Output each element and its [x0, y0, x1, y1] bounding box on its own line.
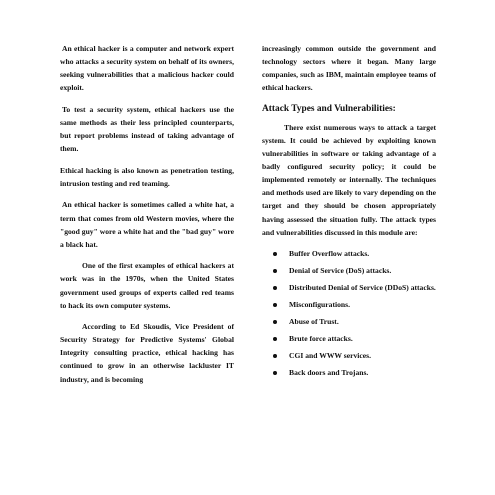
list-item [262, 315, 436, 328]
bullet-icon [273, 252, 277, 256]
bullet-icon [273, 354, 277, 358]
left-column [60, 42, 234, 394]
list-item [262, 349, 436, 362]
paragraph-skoudis-quote: According to Ed Skoudis, Vice President of Security Strategy for Predictive Systems' Global Integrity consulting practice, ethical hacking has continued to grow in an otherwise lackluster IT industry, and is becoming [60, 322, 234, 384]
list-item-text: Buffer Overflow attacks. [289, 249, 370, 259]
paragraph-attack-overview: There exist numerous ways to attack a target system. It could be achieved by exploiting known vulnerabilities in software or taking advantage of a badly configured security policy; it could be implemented remotely or internally. The techniques and methods used are likely to vary depending on the target and they should be chosen appropriately having assessed the situation fully. The attack types and vulnerabilities discussed in this module are: [262, 122, 436, 237]
right-column [262, 42, 436, 383]
list-item [262, 366, 436, 379]
paragraph-first-examples: One of the first examples of ethical hackers at work was in the 1970s, when the United States government used groups of experts called red teams to hack its own computer systems. [60, 261, 234, 310]
bullet-icon [273, 320, 277, 324]
paragraph-white-hat: An ethical hacker is sometimes called a white hat, a term that comes from old Western movies, where the "good guy" wore a white hat and the "bad guy" wore a black hat. [60, 200, 234, 249]
list-item [262, 298, 436, 311]
list-item-text: Back doors and Trojans. [289, 368, 369, 378]
bullet-icon [273, 286, 277, 290]
list-item [262, 264, 436, 277]
list-item-text: Abuse of Trust. [289, 317, 339, 327]
list-item-text: Misconfigurations. [289, 300, 350, 310]
list-item-text: Distributed Denial of Service (DDoS) attacks. [289, 283, 436, 293]
list-item-text: Brute force attacks. [289, 334, 353, 344]
bullet-icon [273, 269, 277, 273]
bullet-icon [273, 371, 277, 375]
paragraph-continuation: increasingly common outside the government and technology sectors where it began. Many large companies, such as IBM, maintain employee teams of ethical hackers. [262, 44, 436, 93]
bullet-icon [273, 337, 277, 341]
section-heading-attack-types: Attack Types and Vulnerabilities: [262, 103, 396, 114]
paragraph-also-known-as: Ethical hacking is also known as penetration testing, intrusion testing and red teaming. [60, 165, 234, 188]
list-item-text: CGI and WWW services. [289, 351, 371, 361]
list-item [262, 247, 436, 260]
list-item [262, 281, 436, 294]
list-item [262, 332, 436, 345]
attack-types-list [262, 247, 436, 379]
paragraph-ethical-hacker-definition: An ethical hacker is a computer and network expert who attacks a security system on behalf of its owners, seeking vulnerabilities that a malicious hacker could exploit. [60, 44, 234, 93]
bullet-icon [273, 303, 277, 307]
list-item-text: Denial of Service (DoS) attacks. [289, 266, 392, 276]
paragraph-testing-methods: To test a security system, ethical hackers use the same methods as their less principled counterparts, but report problems instead of taking advantage of them. [60, 104, 234, 154]
